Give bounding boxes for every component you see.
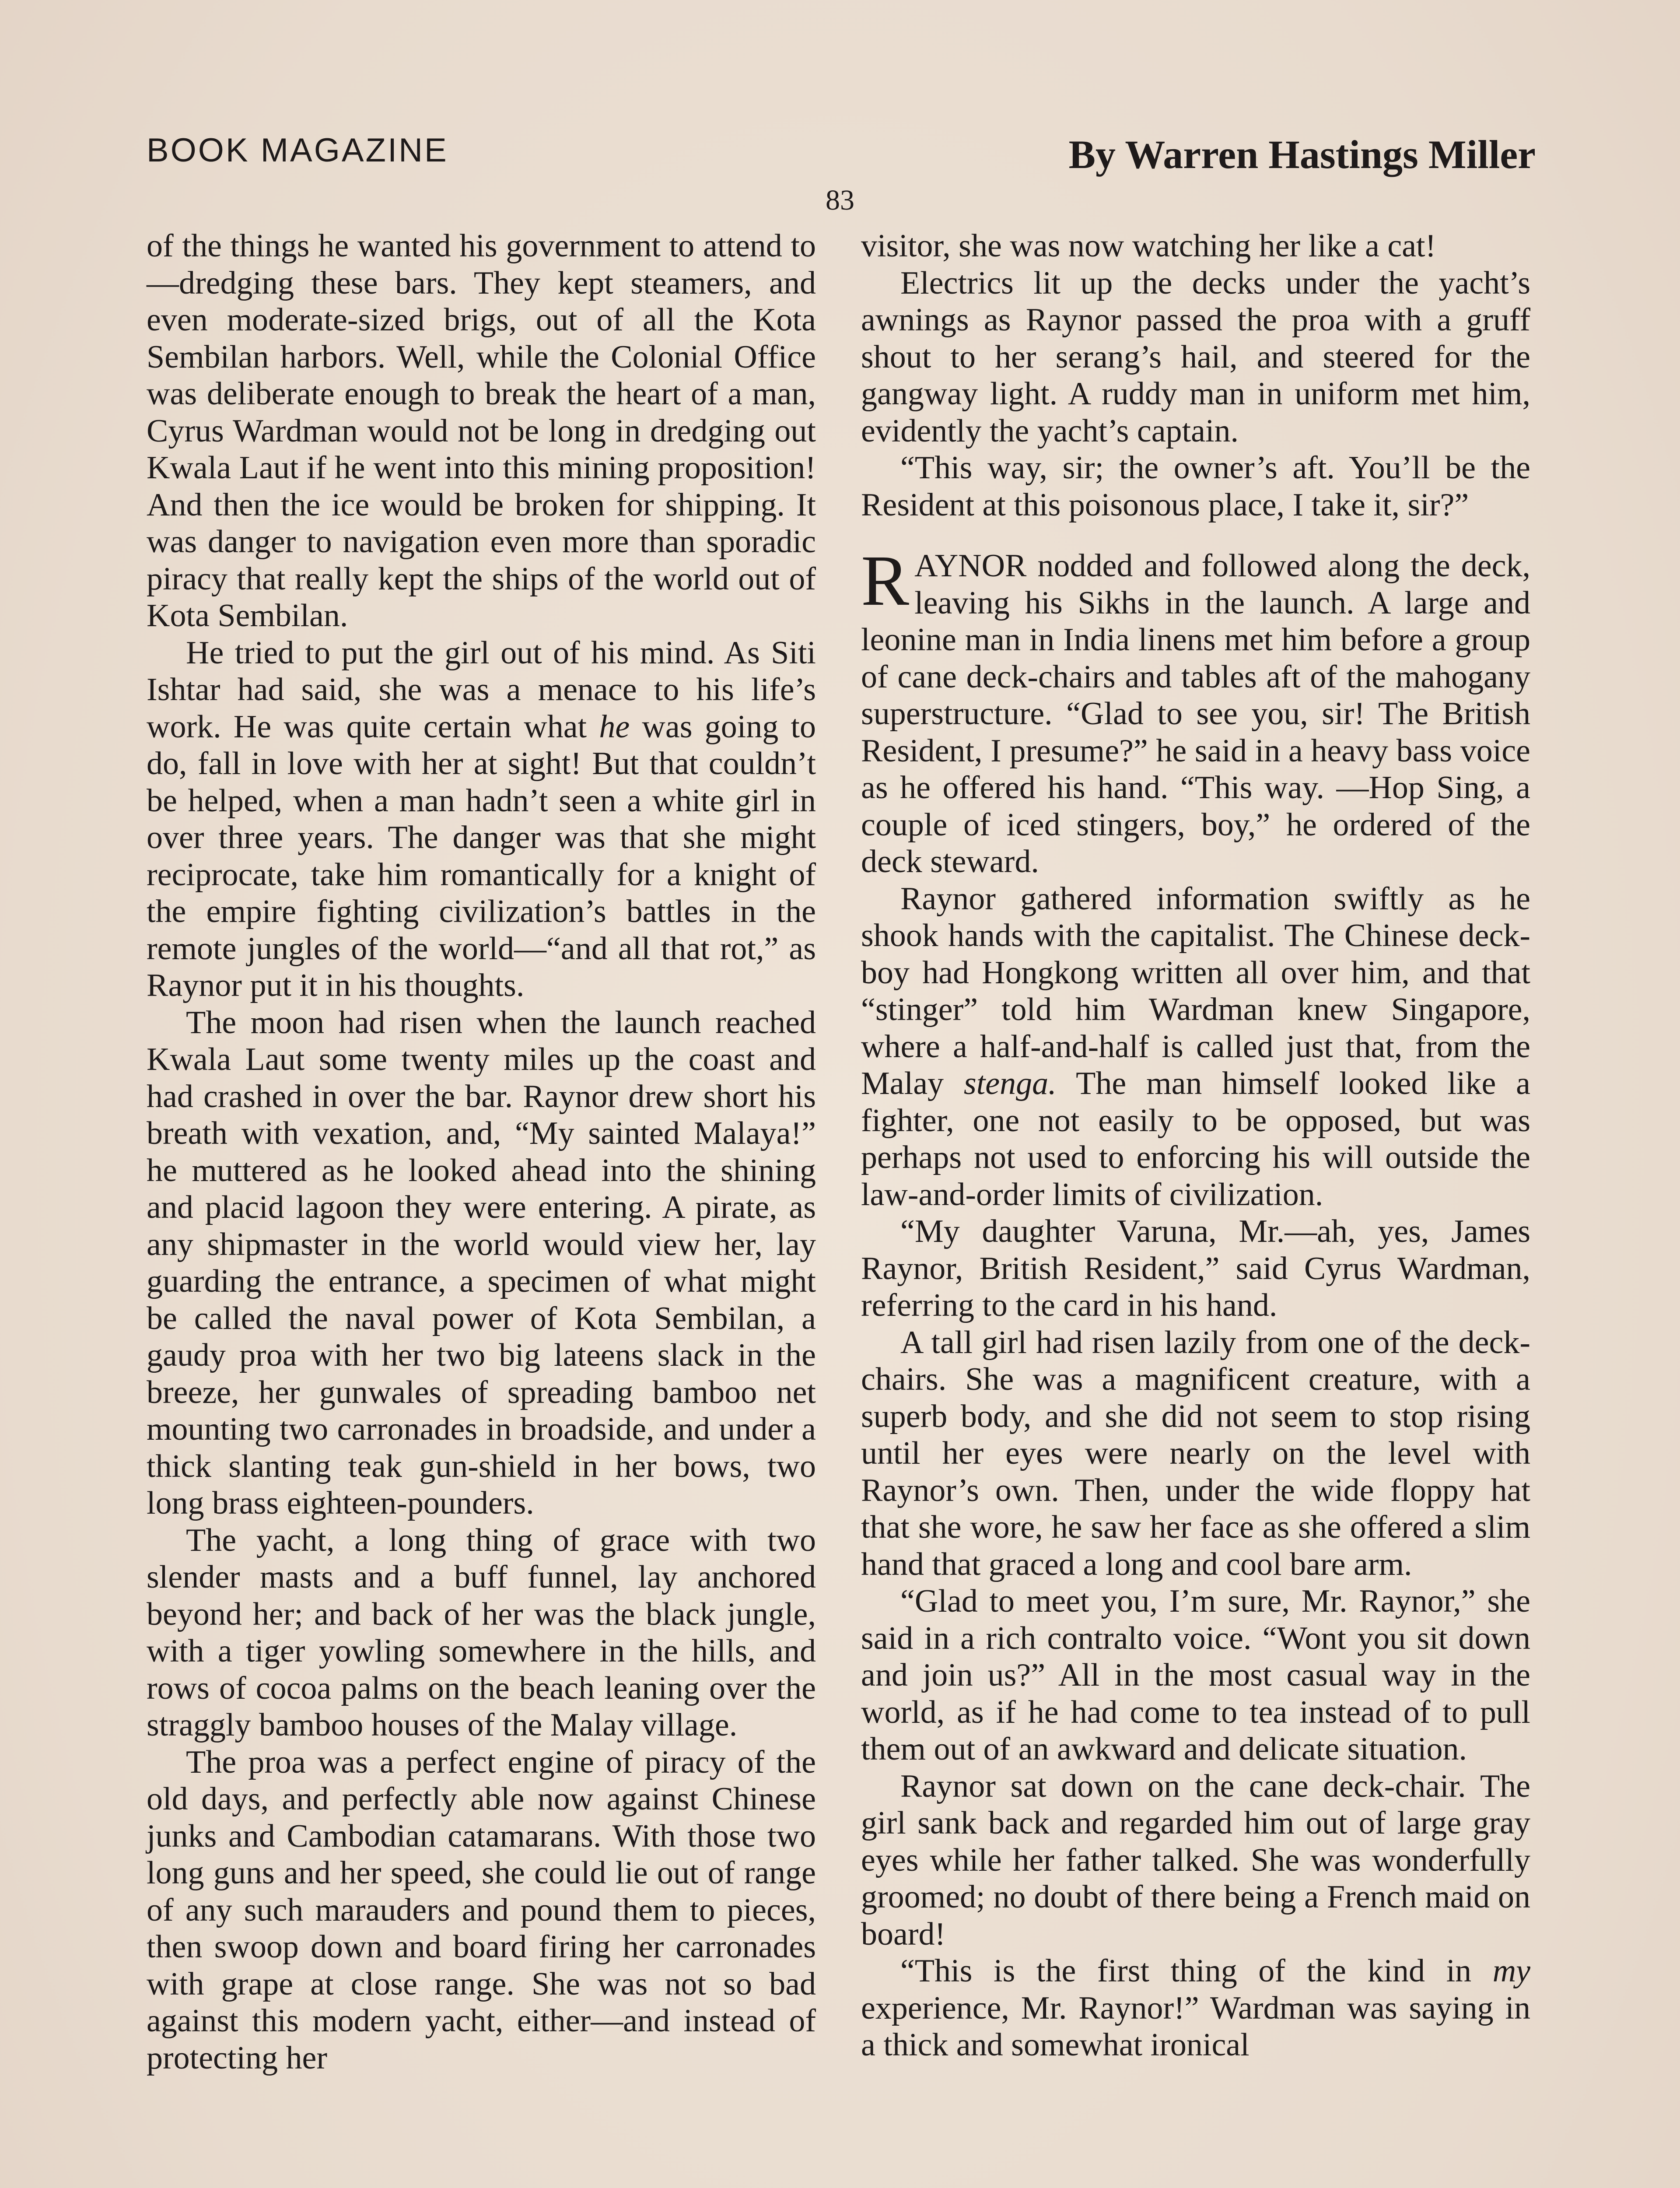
- paragraph: Raynor gathered information swiftly as he shook hands with the capitalist. The Chinese deck-boy had Hongkong written all over him, and that “stinger” told him Wardman knew Singapore, where a half-and-half is called just that, from the Malay stenga. The man himself looked like a fighter, one not easily to be opposed, but was perhaps not used to enforcing his will outside the law-and-order limits of civilization.: [861, 880, 1530, 1213]
- paragraph: A tall girl had risen lazily from one of the deck-chairs. She was a magnificent creature, with a superb body, and she did not seem to stop rising until her eyes were nearly on the level with Raynor’s own. Then, under the wide floppy hat that she wore, he saw her face as she offered a slim hand that graced a long and cool bare arm.: [861, 1324, 1530, 1582]
- magazine-title: BOOK MAGAZINE: [147, 132, 448, 169]
- left-column: [147, 228, 816, 2076]
- author-byline: By Warren Hastings Miller: [1068, 132, 1536, 177]
- paragraph: “This is the first thing of the kind in my experience, Mr. Raynor!” Wardman was saying in a thick and somewhat ironical: [861, 1953, 1530, 2063]
- paragraph: visitor, she was now watching her like a cat!: [861, 228, 1436, 264]
- drop-cap: R: [861, 540, 910, 621]
- emphasis: he: [599, 708, 630, 745]
- section-break: [861, 523, 1530, 547]
- emphasis: my: [1492, 1953, 1530, 1989]
- paragraph: “This way, sir; the owner’s aft. You’ll be the Resident at this poisonous place, I take it, sir?”: [861, 450, 1530, 523]
- paragraph: The proa was a perfect engine of piracy of the old days, and perfectly able now against Chinese junks and Cambodian catamarans. With those two long guns and her speed, she could lie out of range of any such marauders and pound them to pieces, then swoop down and board firing her carronades with grape at close range. She was not so bad against this modern yacht, either—and instead of protecting her: [147, 1744, 816, 2076]
- paragraph: The moon had risen when the launch reached Kwala Laut some twenty miles up the coast and had crashed in over the bar. Raynor drew short his breath with vexation, and, “My sainted Malaya!” he muttered as he looked ahead into the shining and placid lagoon they were entering. A pirate, as any shipmaster in the world would view her, lay guarding the entrance, a specimen of what might be called the naval power of Kota Sembilan, a gaudy proa with her two big lateens slack in the breeze, her gunwales of spreading bamboo net mounting two carronades in broadside, and under a thick slanting teak gun-shield in her bows, two long brass eighteen-pounders.: [147, 1004, 816, 1521]
- paragraph: He tried to put the girl out of his mind. As Siti Ishtar had said, she was a menace to his life’s work. He was quite certain what he was going to do, fall in love with her at sight! But that couldn’t be helped, when a man hadn’t seen a white girl in over three years. The danger was that she might reciprocate, take him romantically for a knight of the empire fighting civilization’s battles in the remote jungles of the world—“and all that rot,” as Raynor put it in his thoughts.: [147, 635, 816, 1003]
- right-column: [861, 228, 1530, 2064]
- paragraph: Raynor sat down on the cane deck-chair. The girl sank back and regarded him out of large gray eyes while her father talked. She was wonderfully groomed; no doubt of there being a French maid on board!: [861, 1768, 1530, 1952]
- paragraph: The yacht, a long thing of grace with two slender masts and a buff funnel, lay anchored beyond her; and back of her was the black jungle, with a tiger yowling somewhere in the hills, and rows of cocoa palms on the beach leaning over the straggly bamboo houses of the Malay village.: [147, 1522, 816, 1743]
- paragraph: Electrics lit up the decks under the yacht’s awnings as Raynor passed the proa with a gruff shout to her serang’s hail, and steered for the gangway light. A ruddy man in uniform met him, evidently the yacht’s captain.: [861, 265, 1530, 449]
- emphasis: stenga.: [963, 1066, 1057, 1101]
- section-opening-paragraph: RAYNOR nodded and followed along the deck, leaving his Sikhs in the launch. A large and leonine man in India linens met him before a group of cane deck-chairs and tables aft of the mahogany superstructure. “Glad to see you, sir! The British Resident, I presume?” he said in a heavy bass voice as he offered his hand. “This way. —Hop Sing, a couple of iced stingers, boy,” he ordered of the deck steward.: [861, 540, 1530, 880]
- page-number: 83: [826, 184, 854, 216]
- paragraph: “My daughter Varuna, Mr.—ah, yes, James Raynor, British Resident,” said Cyrus Wardman, referring to the card in his hand.: [861, 1213, 1530, 1323]
- paragraph: “Glad to meet you, I’m sure, Mr. Raynor,” she said in a rich contralto voice. “Wont you sit down and join us?” All in the most casual way in the world, as if he had come to tea instead of to pull them out of an awkward and delicate situation.: [861, 1583, 1530, 1767]
- paragraph: of the things he wanted his government to attend to—dredging these bars. They kept steamers, and even moderate-sized brigs, out of all the Kota Sembilan harbors. Well, while the Colonial Office was deliberate enough to break the heart of a man, Cyrus Wardman would not be long in dredging out Kwala Laut if he went into this mining proposition! And then the ice would be broken for shipping. It was danger to navigation even more than sporadic piracy that really kept the ships of the world out of Kota Sembilan.: [147, 228, 816, 634]
